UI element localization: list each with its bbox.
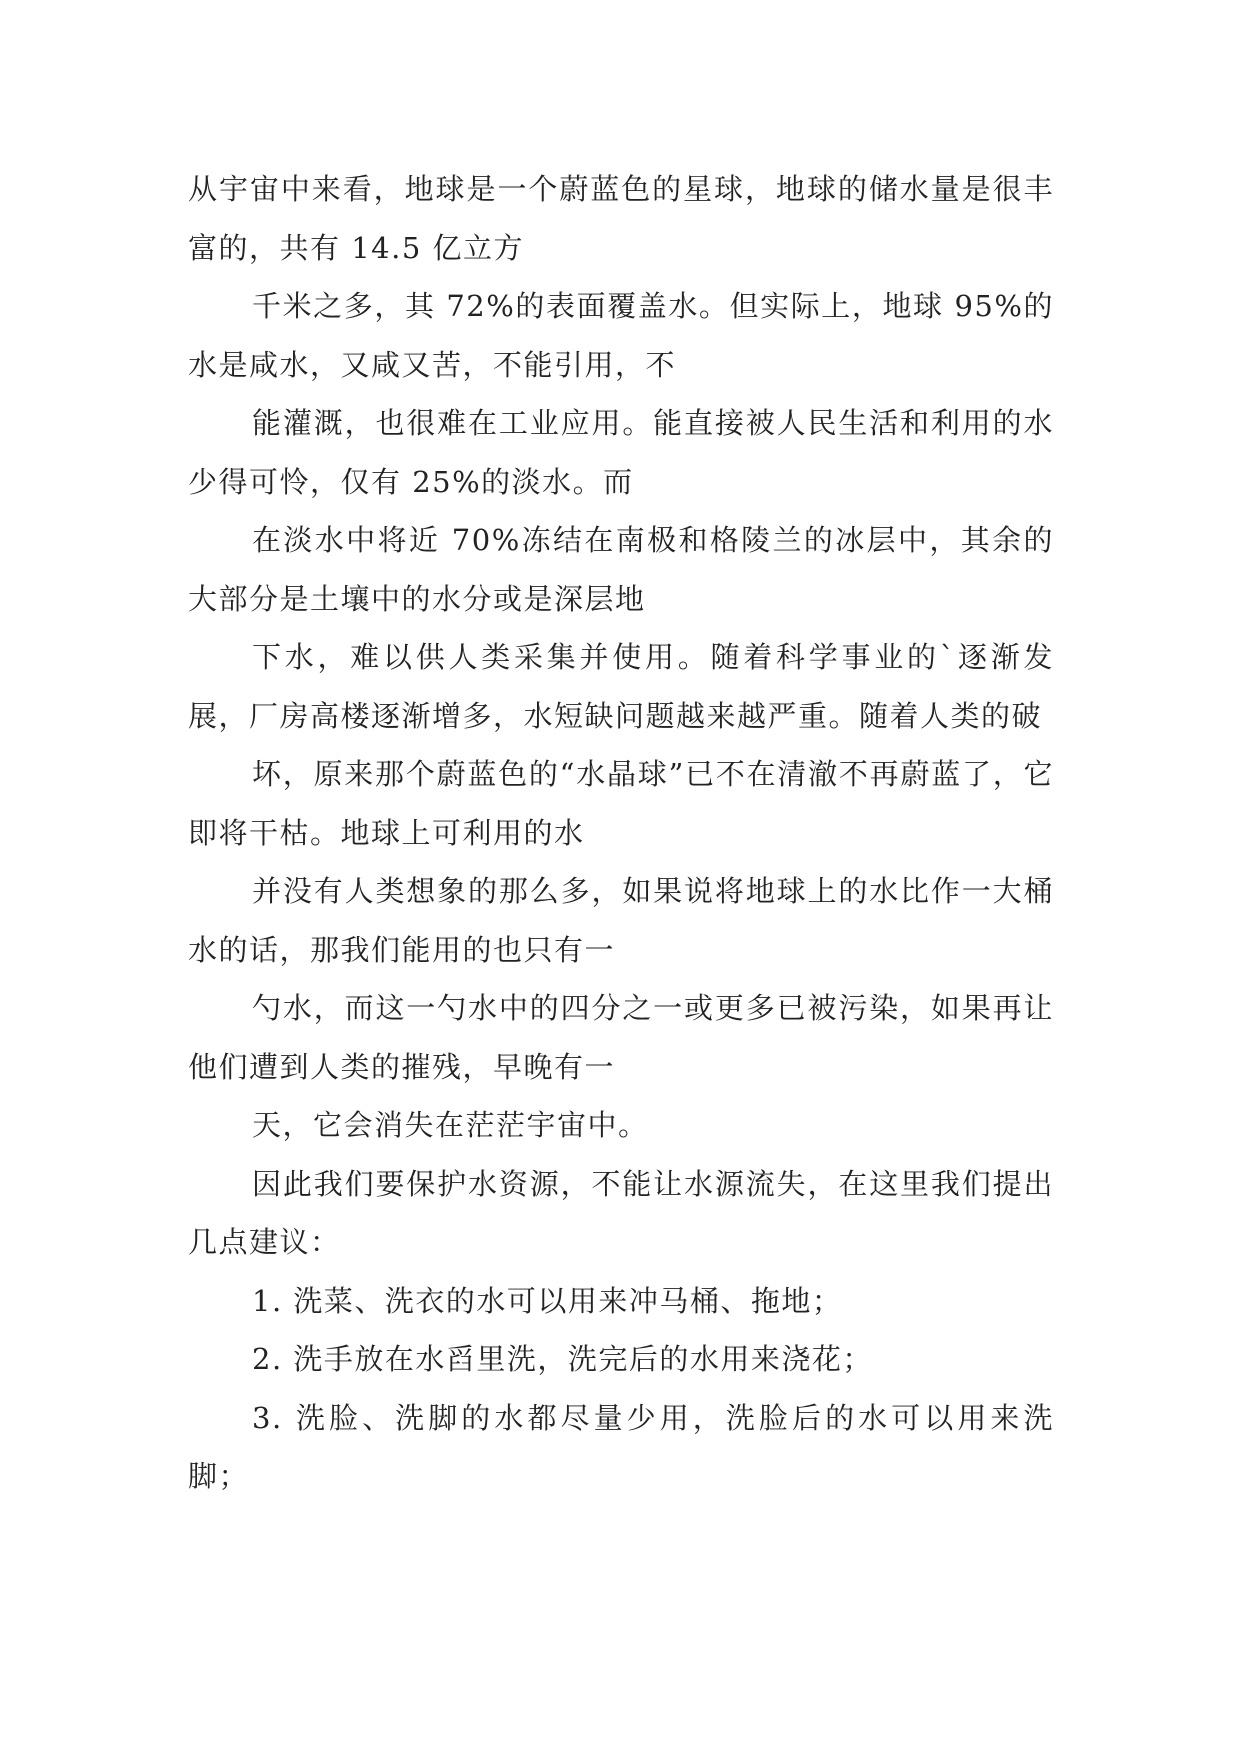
list-item-2: 2. 洗手放在水舀里洗，洗完后的水用来浇花； bbox=[252, 1342, 873, 1376]
list-item-3: 3. 洗脸、洗脚的水都尽量少用，洗脸后的水可以用来洗脚； bbox=[188, 1400, 1054, 1493]
paragraph-7: 并没有人类想象的那么多，如果说将地球上的水比作一大桶水的话，那我们能用的也只有一 bbox=[188, 874, 1054, 967]
paragraph-10: 因此我们要保护水资源，不能让水源流失，在这里我们提出几点建议： bbox=[188, 1166, 1054, 1259]
paragraph-2: 千米之多，其 72%的表面覆盖水。但实际上，地球 95%的水是咸水，又咸又苦，不能引用，不 bbox=[188, 289, 1054, 382]
paragraph-1: 从宇宙中来看，地球是一个蔚蓝色的星球，地球的储水量是很丰富的，共有 14.5 亿立方 bbox=[188, 172, 1054, 265]
paragraph-8: 勺水，而这一勺水中的四分之一或更多已被污染，如果再让他们遭到人类的摧残，早晚有一 bbox=[188, 991, 1054, 1084]
paragraph-3: 能灌溉，也很难在工业应用。能直接被人民生活和利用的水少得可怜，仅有 25%的淡水。而 bbox=[188, 406, 1054, 499]
document-body bbox=[188, 160, 1054, 1506]
paragraph-4: 在淡水中将近 70%冻结在南极和格陵兰的冰层中，其余的大部分是土壤中的水分或是深层地 bbox=[188, 523, 1054, 616]
paragraph-5: 下水，难以供人类采集并使用。随着科学事业的`逐渐发展，厂房高楼逐渐增多，水短缺问题越来越严重。随着人类的破 bbox=[188, 640, 1054, 733]
paragraph-6: 坏，原来那个蔚蓝色的“水晶球”已不在清澈不再蔚蓝了，它即将干枯。地球上可利用的水 bbox=[188, 757, 1054, 850]
list-item-1: 1. 洗菜、洗衣的水可以用来冲马桶、拖地； bbox=[252, 1283, 843, 1318]
paragraph-9: 天，它会消失在茫茫宇宙中。 bbox=[252, 1108, 649, 1142]
